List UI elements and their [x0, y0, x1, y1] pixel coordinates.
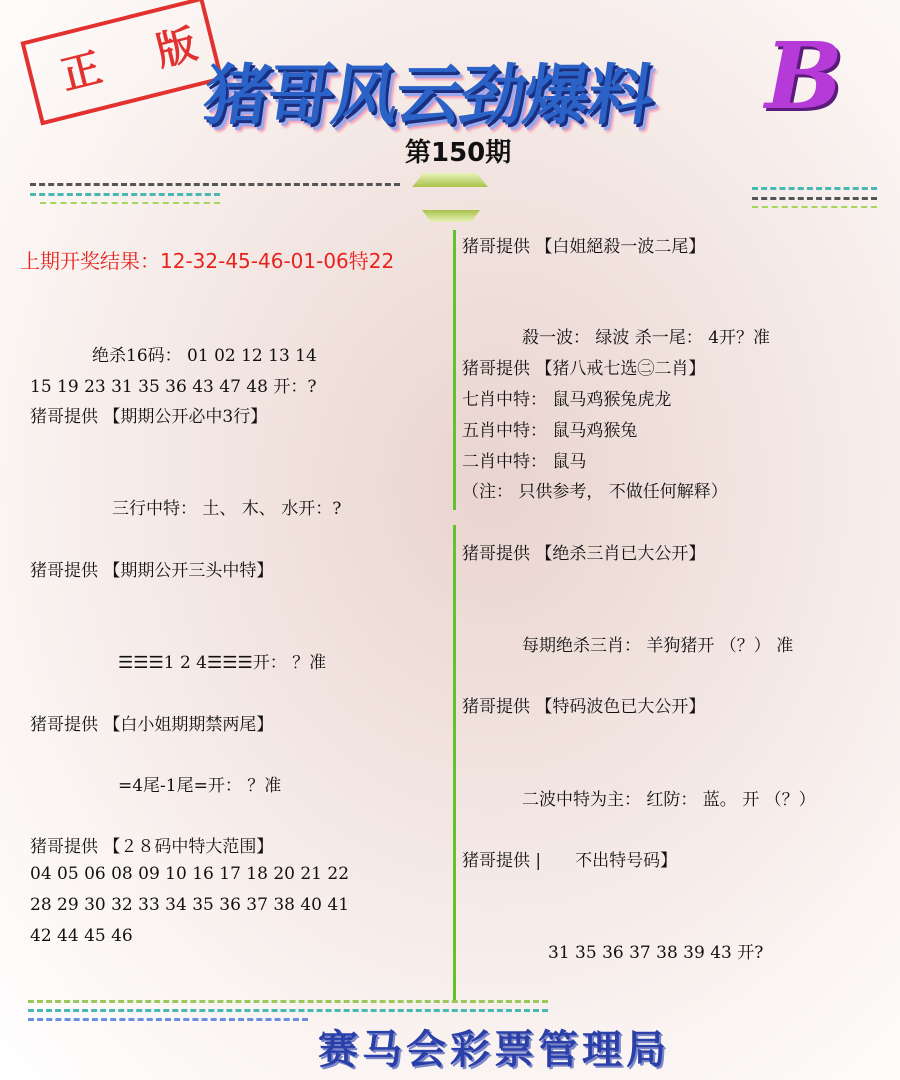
footer-banner: 赛马会彩票管理局	[318, 1026, 670, 1073]
top-right-dash-1	[752, 187, 877, 192]
section-body-kill-wave: 殺一波： 绿波 杀一尾： 4开？准	[522, 328, 771, 348]
kill16-numbers: 15 19 23 31 35 36 43 47 48 开：?	[30, 377, 317, 397]
authentic-stamp	[20, 0, 223, 125]
top-left-dash-3	[40, 202, 220, 206]
section-title-zodiac: 猪哥提供 【猪八戒七选㊁二肖】	[462, 359, 706, 379]
issue-number: 第150期	[405, 138, 512, 168]
zodiac-two: 二肖中特： 鼠马	[462, 452, 587, 472]
center-divider-lower	[453, 525, 456, 1003]
section-title-kill3: 猪哥提供 【绝杀三肖已大公开】	[462, 544, 706, 564]
emblem-bottom	[422, 210, 480, 222]
zodiac-five: 五肖中特： 鼠马鸡猴兔	[462, 421, 638, 441]
bottom-dash-2	[28, 1009, 548, 1014]
section-title-kill-wave: 猪哥提供 【白姐絕殺一波二尾】	[462, 237, 706, 257]
top-left-dash-2	[30, 193, 220, 198]
center-divider-upper	[453, 230, 456, 510]
section-title-no-special: 猪哥提供 | 不出特号码】	[462, 851, 678, 871]
section-title-3heads: 猪哥提供 【期期公开三头中特】	[30, 561, 274, 581]
top-left-dash-1	[30, 183, 400, 188]
codes-row-1: 04 05 06 08 09 10 16 17 18 20 21 22	[30, 864, 350, 884]
stamp-text: 正 版	[56, 14, 223, 100]
section-title-wave-color: 猪哥提供 【特码波色已大公开】	[462, 697, 706, 717]
zodiac-seven: 七肖中特： 鼠马鸡猴兔虎龙	[462, 390, 672, 410]
section-body-wave-color: 二波中特为主： 红防： 蓝。 开 （？）	[522, 790, 816, 810]
zodiac-note: （注： 只供参考， 不做任何解释）	[462, 482, 728, 502]
section-body-2tails: =4尾-1尾=开： ？准	[118, 776, 282, 796]
logo-letter: B	[765, 22, 843, 130]
top-right-dash-3	[752, 206, 877, 210]
top-right-dash-2	[752, 197, 877, 202]
codes-row-3: 42 44 45 46	[30, 926, 133, 946]
bottom-dash-1	[28, 1000, 548, 1005]
section-body-no-special: 31 35 36 37 38 39 43 开?	[548, 943, 764, 963]
kill16-line: 绝杀16码： 01 02 12 13 14	[92, 346, 317, 366]
section-title-28codes: 猪哥提供 【２８码中特大范围】	[30, 837, 274, 857]
codes-row-2: 28 29 30 32 33 34 35 36 37 38 40 41	[30, 895, 350, 915]
page-title: 猪哥风云劲爆料	[198, 57, 658, 134]
last-result: 上期开奖结果：12-32-45-46-01-06特22	[20, 249, 395, 273]
section-body-kill3: 每期绝杀三肖： 羊狗猪开 （？） 准	[522, 636, 794, 656]
emblem-top	[412, 173, 488, 187]
bottom-dash-3	[28, 1018, 308, 1023]
section-title-2tails: 猪哥提供 【白小姐期期禁两尾】	[30, 715, 274, 735]
section-title-3rows: 猪哥提供 【期期公开必中3行】	[30, 407, 268, 427]
section-body-3rows: 三行中特： 土、 木、 水开：?	[112, 499, 342, 519]
section-body-3heads: ☰☰☰1 2 4☰☰☰开： ？准	[118, 653, 327, 673]
